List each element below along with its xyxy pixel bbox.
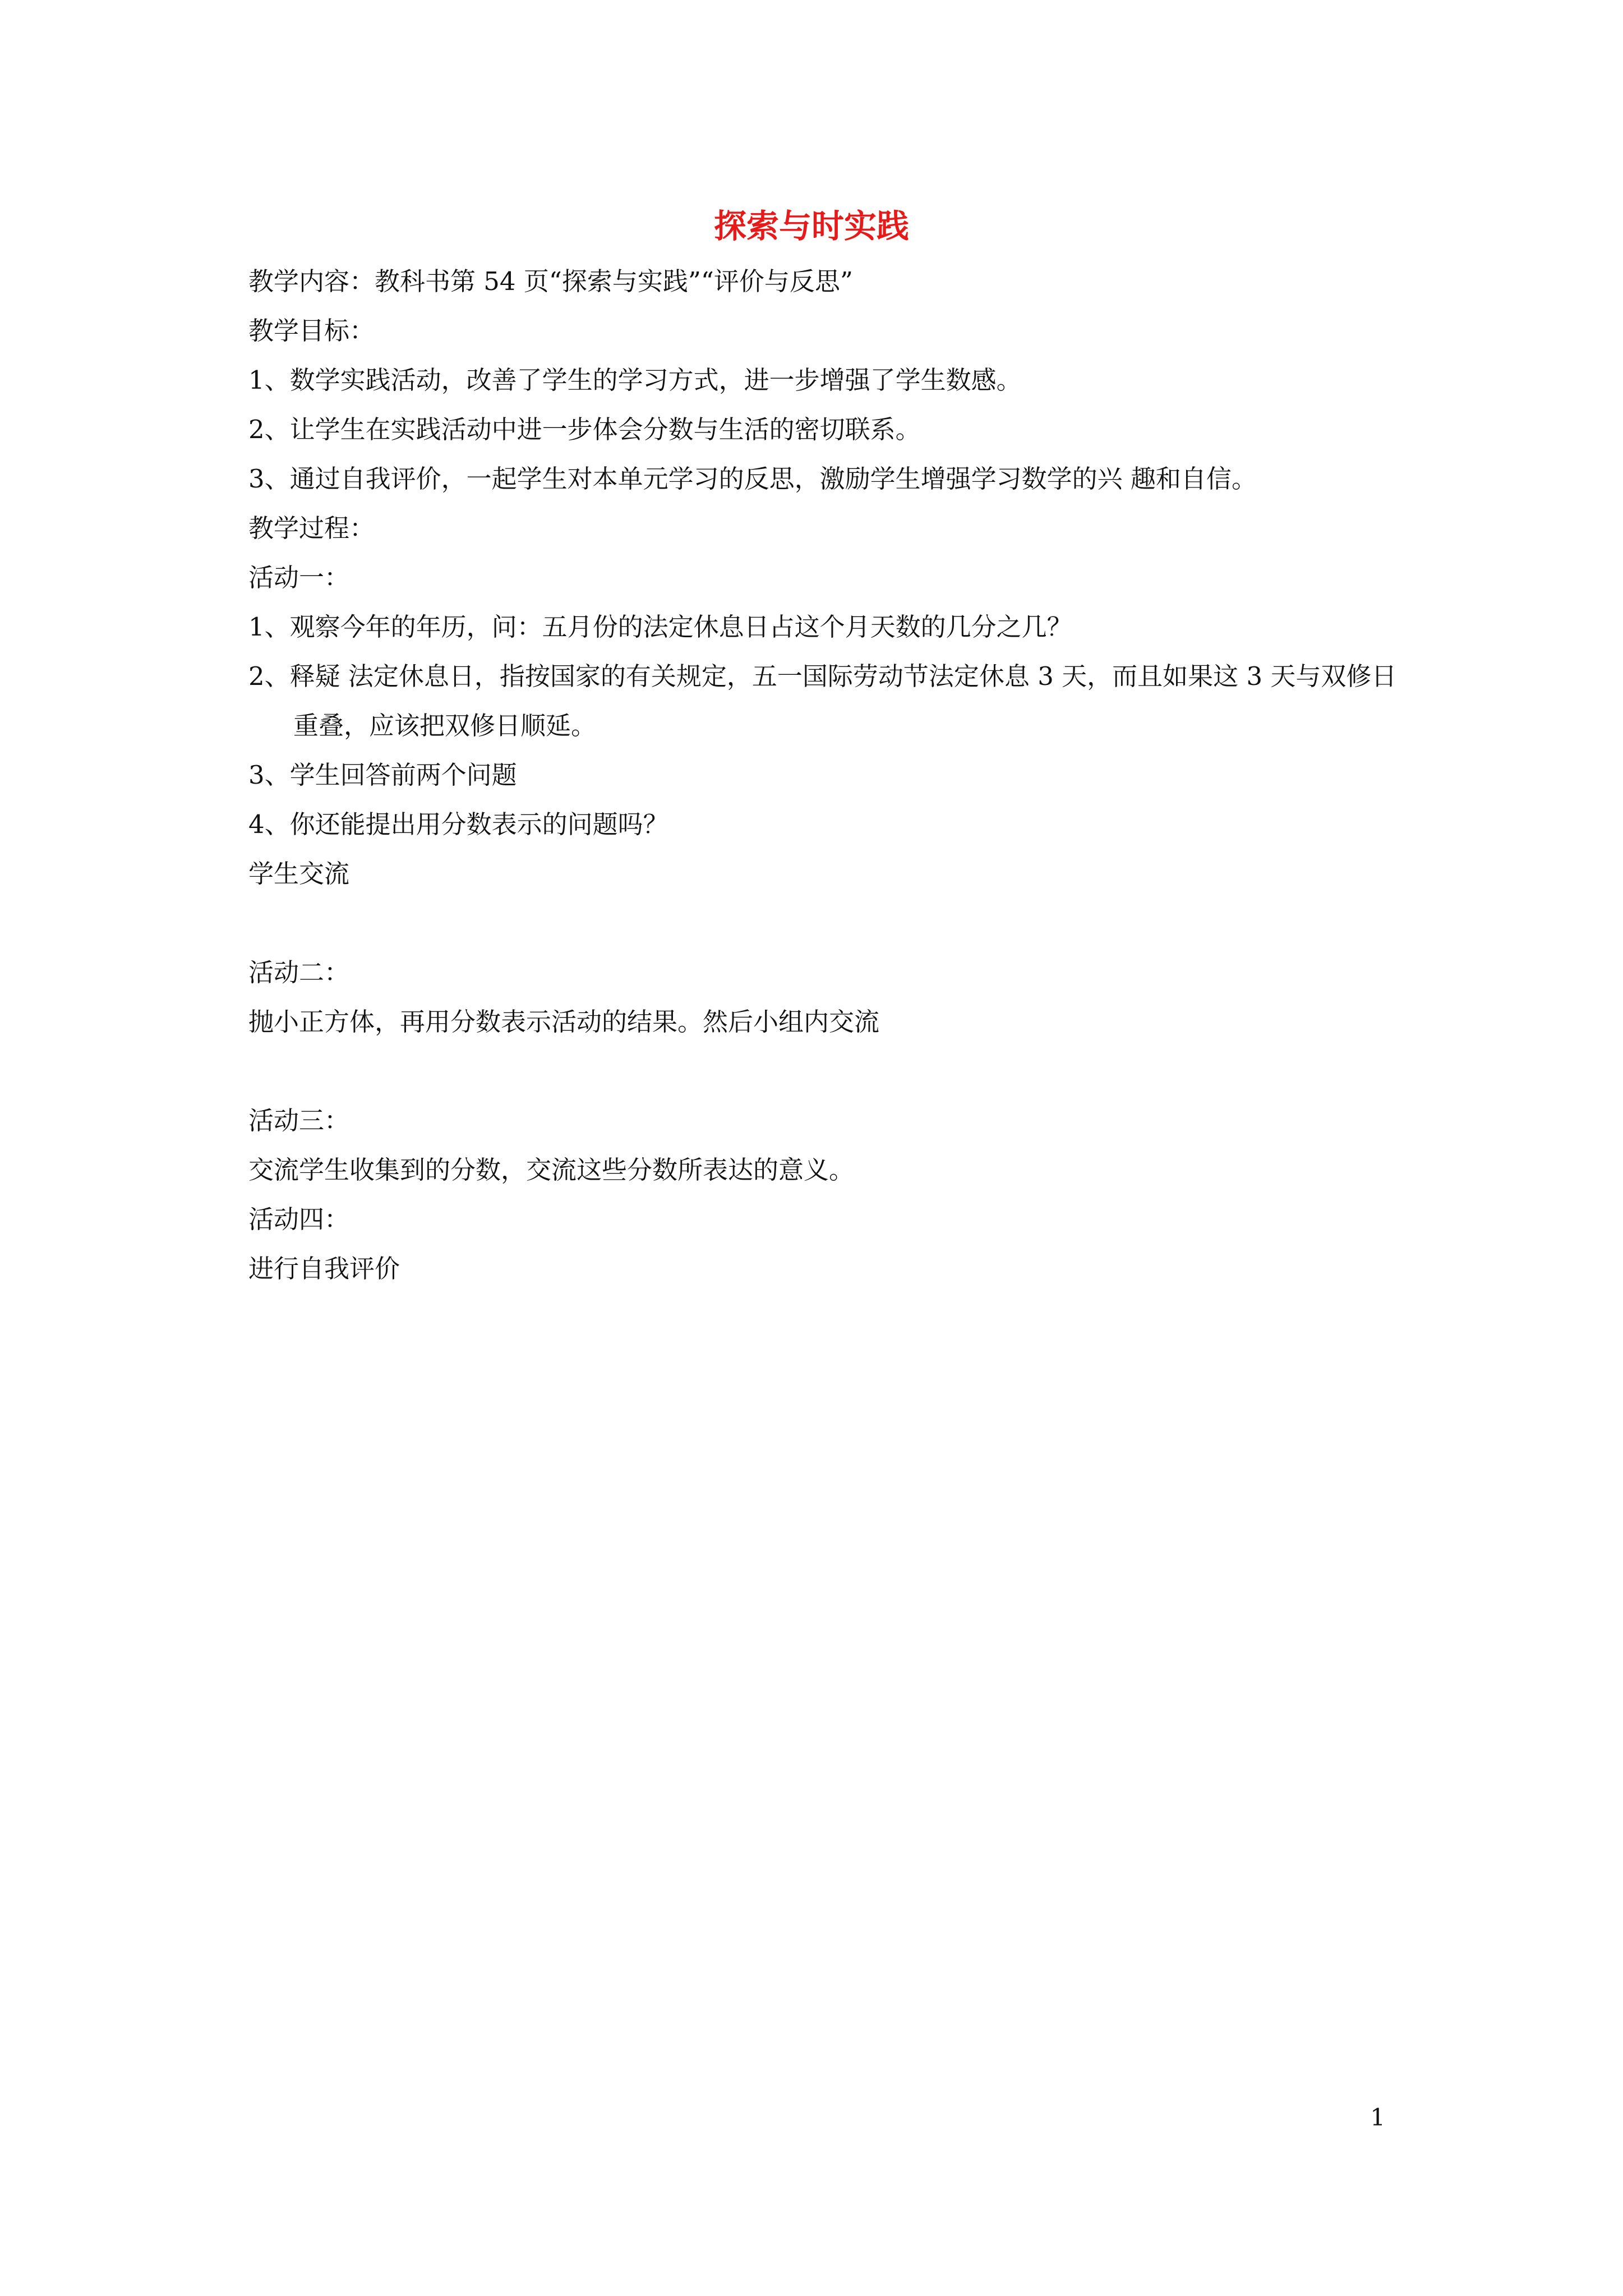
goal-item: 2、让学生在实践活动中进一步体会分数与生活的密切联系。 xyxy=(248,415,921,444)
activity-one-step: 2、释疑 法定休息日，指按国家的有关规定，五一国际劳动节法定休息 3 天，而且如果这 3 天与双修日重叠，应该把双修日顺延。 xyxy=(248,661,1397,740)
goal-item: 1、数学实践活动，改善了学生的学习方式，进一步增强了学生数感。 xyxy=(248,365,1022,395)
activity-one-note: 学生交流 xyxy=(248,859,350,889)
document-title: 探索与时实践 xyxy=(713,207,909,245)
teaching-goals-heading: 教学目标： xyxy=(248,316,375,346)
paragraph-gap xyxy=(248,1047,1409,1096)
page-number: 1 xyxy=(1370,2104,1385,2131)
paragraph-gap xyxy=(248,899,1409,948)
activity-four-text: 进行自我评价 xyxy=(248,1254,400,1283)
teaching-process-heading: 教学过程： xyxy=(248,513,375,543)
activity-two-heading: 活动二： xyxy=(248,958,350,987)
goal-item: 3、通过自我评价，一起学生对本单元学习的反思，激励学生增强学习数学的兴 趣和自信。 xyxy=(248,464,1257,494)
activity-four-heading: 活动四： xyxy=(248,1204,350,1234)
activity-one-step: 4、你还能提出用分数表示的问题吗？ xyxy=(248,809,668,839)
activity-one-step: 3、学生回答前两个问题 xyxy=(248,760,517,790)
document-body xyxy=(248,257,1409,1294)
activity-three-heading: 活动三： xyxy=(248,1106,350,1135)
activity-one-heading: 活动一： xyxy=(248,563,350,592)
teaching-content: 教学内容：教科书第 54 页“探索与实践”“评价与反思” xyxy=(248,266,853,296)
activity-one-step: 1、观察今年的年历，问：五月份的法定休息日占这个月天数的几分之几？ xyxy=(248,612,1072,642)
activity-three-text: 交流学生收集到的分数，交流这些分数所表达的意义。 xyxy=(248,1155,855,1185)
activity-two-text: 抛小正方体，再用分数表示活动的结果。然后小组内交流 xyxy=(248,1007,880,1037)
